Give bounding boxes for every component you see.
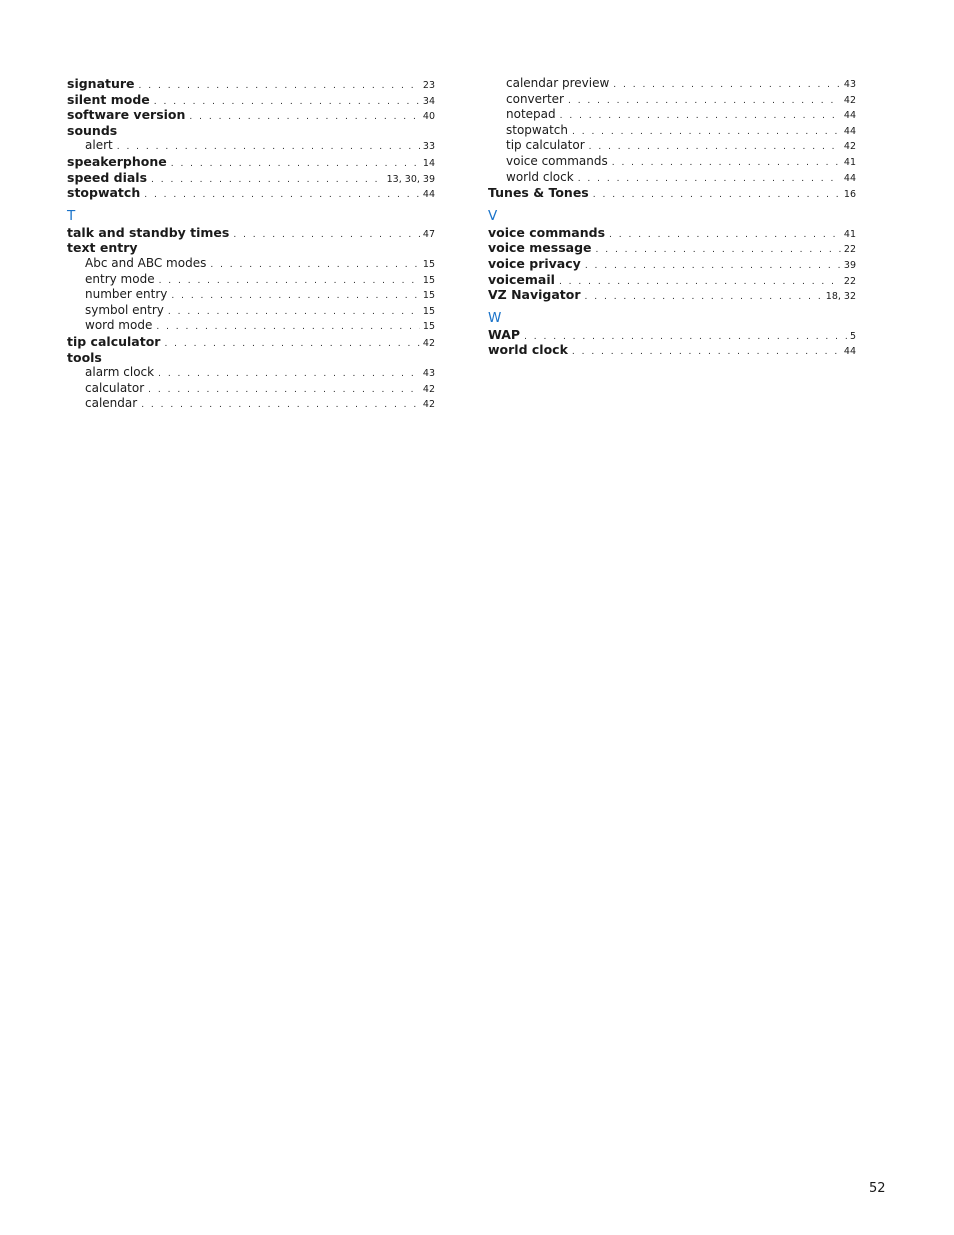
- index-letter-heading-v: [488, 201, 856, 225]
- dot-leader: [559, 275, 841, 288]
- index-page-ref: 44: [422, 189, 435, 201]
- index-entry-number-entry: [67, 287, 435, 303]
- dot-leader: [585, 259, 841, 272]
- dot-leader: [141, 398, 420, 412]
- dot-leader: [158, 367, 420, 381]
- index-page-ref: 14: [422, 157, 435, 169]
- index-page-ref: 44: [843, 172, 856, 184]
- dot-leader: [589, 140, 841, 154]
- index-letter-heading-w: [488, 303, 856, 327]
- index-page-ref: 44: [843, 125, 856, 137]
- index-column-left: [67, 76, 435, 412]
- dot-leader: [189, 110, 419, 123]
- dot-leader: [156, 320, 420, 334]
- letter-heading-text: V: [488, 207, 498, 224]
- index-entry-voice-commands: [488, 225, 856, 241]
- dot-leader: [568, 94, 841, 108]
- index-entry-sounds: [67, 123, 435, 139]
- index-term: number entry: [85, 287, 168, 302]
- index-page-ref: 41: [843, 156, 856, 168]
- index-page-ref: 40: [422, 111, 435, 123]
- index-term: entry mode: [85, 271, 155, 286]
- index-entry-silent-mode: [67, 92, 435, 108]
- index-page-ref: 42: [422, 399, 435, 411]
- index-term: tip calculator: [67, 333, 161, 349]
- index-page-ref: 16: [843, 189, 856, 201]
- index-page-ref: 22: [843, 275, 856, 287]
- dot-leader: [159, 274, 420, 288]
- index-page-ref: 42: [422, 383, 435, 395]
- index-entry-voicemail: [488, 272, 856, 288]
- index-term: calendar: [85, 396, 138, 411]
- index-entry-symbol-entry: [67, 303, 435, 319]
- dot-leader: [144, 188, 420, 201]
- index-term: voice privacy: [488, 255, 581, 271]
- index-entry-calculator: [67, 381, 435, 397]
- index-entry-software-version: [67, 107, 435, 123]
- letter-heading-text: T: [67, 207, 76, 224]
- index-page-ref: 22: [843, 244, 856, 256]
- index-page-ref: 47: [422, 228, 435, 240]
- index-entry-alarm-clock: [67, 365, 435, 381]
- index-term: stopwatch: [67, 185, 141, 201]
- dot-leader: [612, 156, 841, 170]
- dot-leader: [139, 79, 420, 92]
- index-entry-tools: [67, 350, 435, 366]
- letter-heading-text: W: [488, 309, 502, 326]
- index-letter-heading-t: [67, 201, 435, 225]
- index-page-ref: 15: [422, 274, 435, 286]
- index-term: alarm clock: [85, 365, 155, 380]
- index-entry-speakerphone: [67, 154, 435, 170]
- index-page-ref: 15: [422, 290, 435, 302]
- index-term: converter: [506, 91, 564, 106]
- index-page-ref: 42: [843, 141, 856, 153]
- index-entry-calendar: [67, 396, 435, 412]
- index-term: voicemail: [488, 271, 555, 287]
- dot-leader: [151, 173, 384, 186]
- index-term: tip calculator: [506, 138, 585, 153]
- dot-leader: [210, 258, 420, 272]
- index-entry-wap: [488, 327, 856, 343]
- dot-leader: [154, 95, 420, 108]
- index-term: word mode: [85, 318, 153, 333]
- index-entry-world-clock: [488, 170, 856, 186]
- index-entry-stopwatch: [488, 123, 856, 139]
- dot-leader: [613, 78, 841, 92]
- index-page-ref: 18, 32: [825, 291, 856, 303]
- index-entry-world-clock: [488, 342, 856, 358]
- index-entry-tip-calculator: [488, 138, 856, 154]
- index-term: VZ Navigator: [488, 287, 581, 303]
- index-page-ref: 5: [849, 330, 856, 342]
- index-entry-stopwatch: [67, 185, 435, 201]
- index-term: voice message: [488, 240, 592, 256]
- dot-leader: [233, 228, 420, 241]
- index-term: symbol entry: [85, 302, 164, 317]
- index-term: world clock: [506, 169, 574, 184]
- index-term: alert: [85, 138, 113, 153]
- index-page-ref: 15: [422, 258, 435, 270]
- index-page-ref: 13, 30, 39: [386, 173, 435, 185]
- index-entry-talk-and-standby-times: [67, 225, 435, 241]
- index-page-ref: 41: [843, 228, 856, 240]
- index-term: calculator: [85, 380, 145, 395]
- index-term: sounds: [67, 122, 118, 138]
- index-term: speakerphone: [67, 153, 167, 169]
- index-page-ref: 23: [422, 80, 435, 91]
- index-page-ref: 43: [843, 79, 856, 90]
- index-entry-word-mode: [67, 318, 435, 334]
- index-page-ref: 44: [843, 110, 856, 122]
- index-term: stopwatch: [506, 122, 568, 137]
- index-term: software version: [67, 107, 186, 123]
- index-entry-abc-and-abc-modes: [67, 256, 435, 272]
- index-entry-voice-privacy: [488, 256, 856, 272]
- dot-leader: [572, 125, 841, 139]
- index-page-ref: 39: [843, 259, 856, 271]
- dot-leader: [164, 337, 419, 350]
- dot-leader: [596, 243, 841, 256]
- dot-leader: [117, 140, 420, 154]
- index-entry-vz-navigator: [488, 287, 856, 303]
- index-entry-speed-dials: [67, 170, 435, 186]
- dot-leader: [171, 157, 420, 170]
- dot-leader: [578, 172, 841, 186]
- index-entry-tunes-tones: [488, 185, 856, 201]
- index-term: tools: [67, 349, 102, 365]
- dot-leader: [171, 289, 420, 303]
- dot-leader: [609, 228, 841, 241]
- index-page-ref: 44: [843, 346, 856, 358]
- dot-leader: [572, 345, 841, 358]
- index-term: WAP: [488, 326, 521, 342]
- index-page-ref: 42: [843, 94, 856, 106]
- index-term: voice commands: [506, 153, 608, 168]
- index-term: talk and standby times: [67, 224, 230, 240]
- index-entry-text-entry: [67, 240, 435, 256]
- index-term: Tunes & Tones: [488, 185, 589, 201]
- index-column-right: [488, 76, 856, 358]
- index-entry-alert: [67, 138, 435, 154]
- index-entry-notepad: [488, 107, 856, 123]
- index-entry-calendar-preview: [488, 76, 856, 92]
- index-entry-voice-commands: [488, 154, 856, 170]
- dot-leader: [593, 188, 841, 201]
- index-term: silent mode: [67, 91, 150, 107]
- index-term: world clock: [488, 342, 568, 358]
- index-page-ref: 33: [422, 141, 435, 153]
- index-page-ref: 42: [422, 337, 435, 349]
- index-page-ref: 43: [422, 368, 435, 380]
- page-number: 52: [869, 1181, 886, 1196]
- index-page-ref: 15: [422, 321, 435, 333]
- dot-leader: [148, 383, 420, 397]
- index-entry-converter: [488, 92, 856, 108]
- dot-leader: [560, 109, 841, 123]
- index-term: speed dials: [67, 169, 148, 185]
- dot-leader: [524, 330, 847, 343]
- index-page-ref: 34: [422, 95, 435, 107]
- index-entry-entry-mode: [67, 272, 435, 288]
- dot-leader: [585, 290, 823, 303]
- index-term: text entry: [67, 240, 138, 256]
- index-entry-voice-message: [488, 240, 856, 256]
- index-entry-signature: [67, 76, 435, 92]
- index-term: calendar preview: [506, 76, 610, 90]
- dot-leader: [168, 305, 420, 319]
- index-term: voice commands: [488, 224, 606, 240]
- index-term: signature: [67, 76, 135, 91]
- index-term: notepad: [506, 107, 556, 122]
- index-page-ref: 15: [422, 305, 435, 317]
- index-term: Abc and ABC modes: [85, 255, 207, 270]
- index-entry-tip-calculator: [67, 334, 435, 350]
